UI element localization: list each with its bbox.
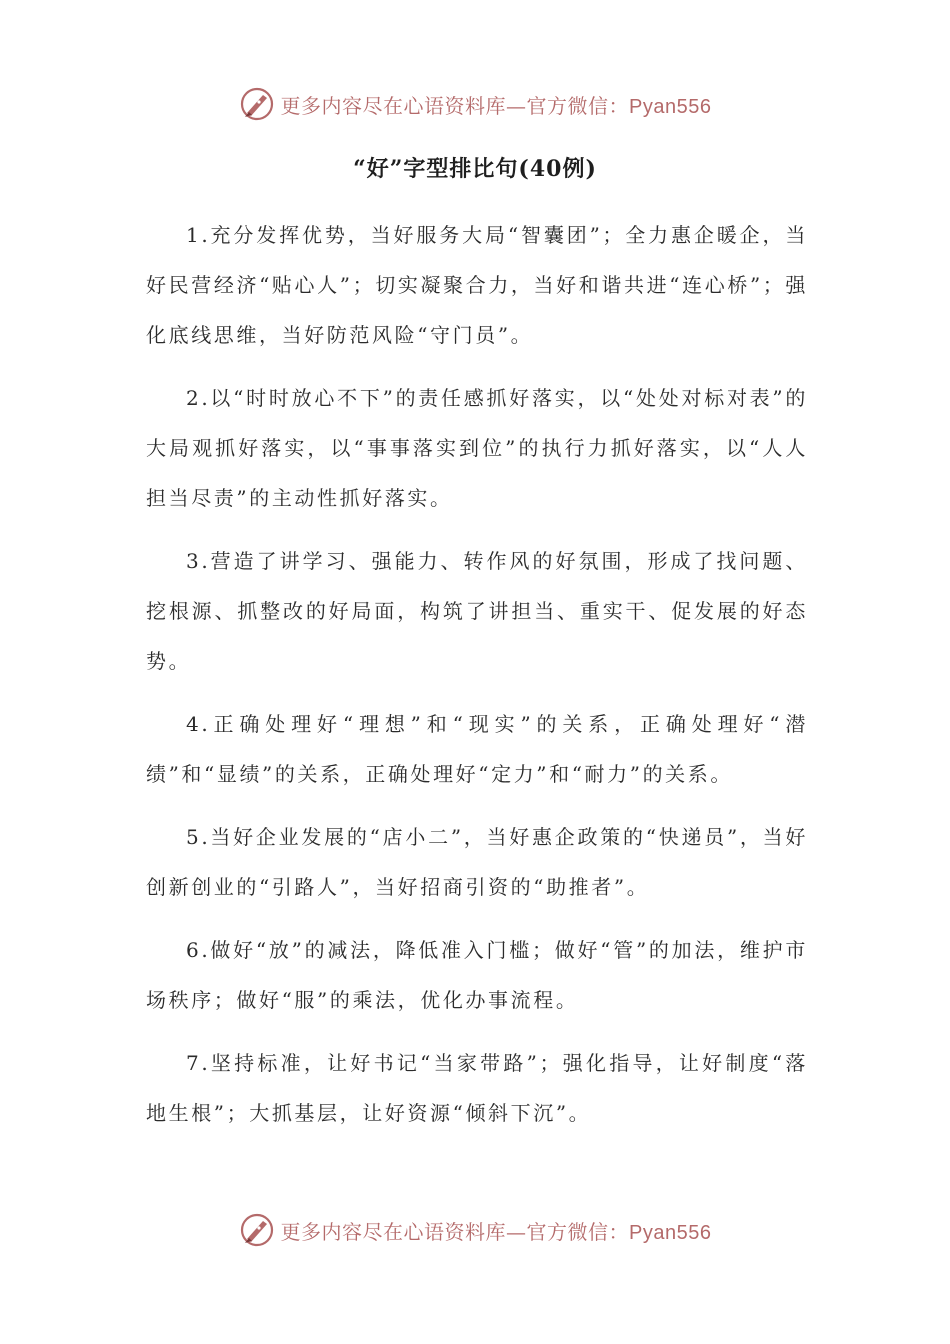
paragraph-3: 3.营造了讲学习、强能力、转作风的好氛围，形成了找问题、挖根源、抓整改的好局面，构筑了讲担当、重实干、促发展的好态势。 [146,549,808,673]
paragraph-4: 4.正确处理好“理想”和“现实”的关系，正确处理好“潜绩”和“显绩”的关系，正确处理好“定力”和“耐力”的关系。 [146,712,808,786]
banner-text [281,90,712,119]
banner-wechat-handle: Pyan556 [629,95,712,118]
paragraph-1: 1.充分发挥优势，当好服务大局“智囊团”；全力惠企暖企，当好民营经济“贴心人”；切实凝聚合力，当好和谐共进“连心桥”；强化底线思维，当好防范风险“守门员”。 [146,223,808,347]
banner-label: 更多内容尽在心语资料库—官方微信： [280,1219,630,1244]
banner-text [281,1216,712,1245]
paragraph-2: 2.以“时时放心不下”的责任感抓好落实，以“处处对标对表”的大局观抓好落实，以“事事落实到位”的执行力抓好落实，以“人人担当尽责”的主动性抓好落实。 [146,386,808,510]
banner-label: 更多内容尽在心语资料库—官方微信： [280,93,630,118]
pen-logo-icon [239,86,275,122]
page-title: “好”字型排比句(40例) [353,156,597,182]
paragraph-5: 5.当好企业发展的“店小二”，当好惠企政策的“快递员”，当好创新创业的“引路人”，当好招商引资的“助推者”。 [146,825,808,899]
pen-logo-icon [239,1212,275,1248]
banner-wechat-handle: Pyan556 [629,1221,712,1244]
footer-banner [0,1208,950,1252]
header-banner [0,82,950,126]
paragraph-7: 7.坚持标准，让好书记“当家带路”；强化指导，让好制度“落地生根”；大抓基层，让好资源“倾斜下沉”。 [146,1051,808,1125]
document-body [146,210,808,1151]
paragraph-6: 6.做好“放”的减法，降低准入门槛；做好“管”的加法，维护市场秩序；做好“服”的乘法，优化办事流程。 [146,938,808,1012]
